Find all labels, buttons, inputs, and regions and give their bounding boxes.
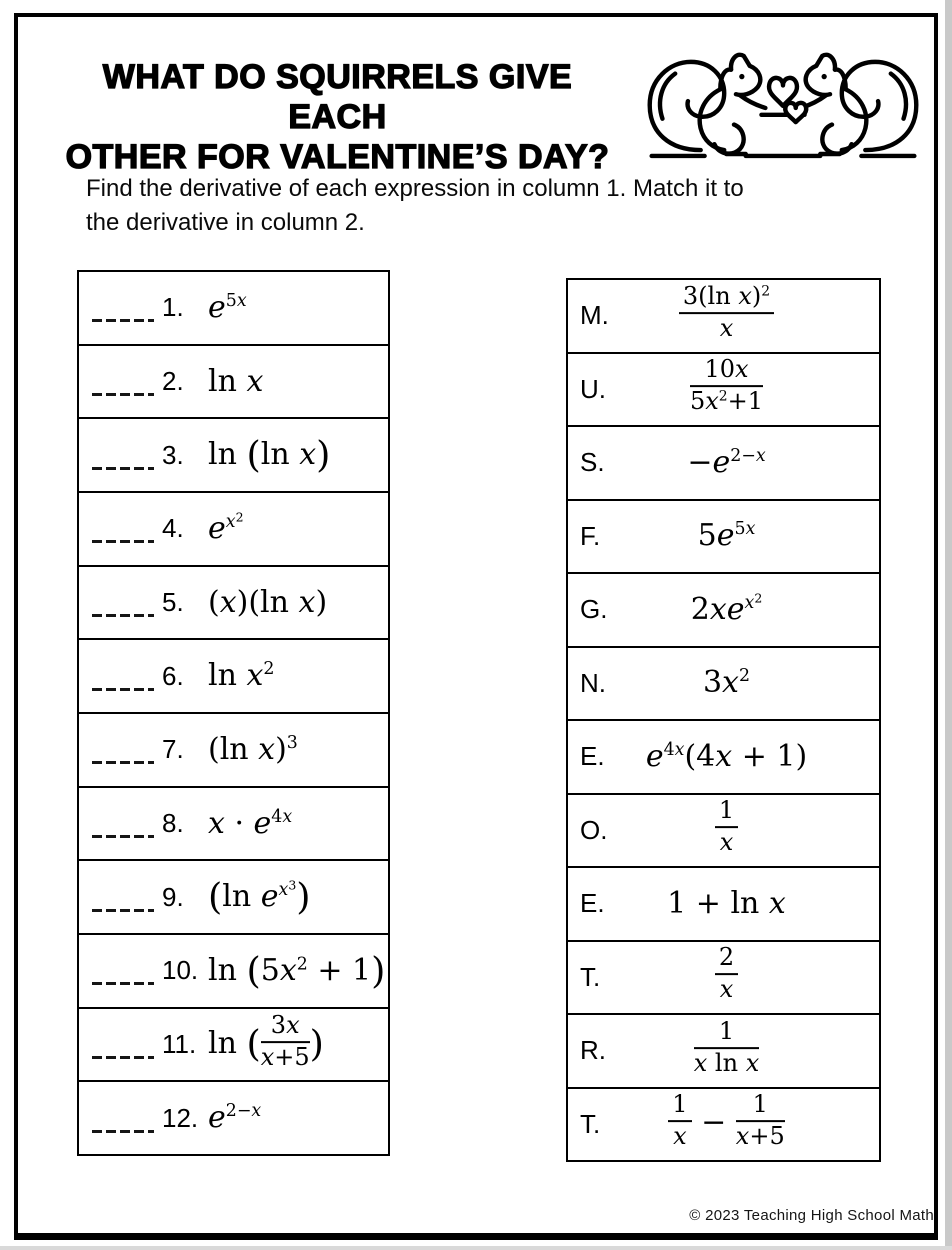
answer-letter: U. <box>580 373 606 404</box>
table-row <box>79 640 388 714</box>
expression: (ln $e^{x^3}$) <box>208 874 311 918</box>
answer-blank[interactable] <box>92 761 154 764</box>
answer-letter: F. <box>580 520 601 551</box>
answer-letter: N. <box>580 667 606 698</box>
answer-blank[interactable] <box>92 835 154 838</box>
answer-blank[interactable] <box>92 909 154 912</box>
page-edge-shade <box>945 0 952 1250</box>
table-row <box>568 1015 879 1089</box>
squirrels-valentine-icon <box>636 46 930 164</box>
table-row <box>568 868 879 942</box>
row-number: 1. <box>162 292 184 323</box>
page-edge-shade <box>0 1246 952 1250</box>
column1-table <box>77 270 390 1156</box>
table-row <box>568 795 879 869</box>
row-number: 8. <box>162 808 184 839</box>
expression: $\ln x^2$ <box>208 658 275 694</box>
row-number: 12. <box>162 1102 199 1133</box>
copyright-notice: © 2023 Teaching High School Math <box>689 1207 934 1224</box>
title-line-2: OTHER FOR VALENTINE’S DAY? <box>65 138 610 177</box>
row-number: 2. <box>162 366 184 396</box>
expression: $\ln (5x^2 + 1)$ <box>208 948 386 992</box>
expression: $3x^2$ <box>702 665 751 701</box>
expression: $-e^{2-x}$ <box>687 444 766 480</box>
row-number: 6. <box>162 660 184 691</box>
answer-blank[interactable] <box>92 393 154 396</box>
column2-table <box>566 278 881 1162</box>
answer-blank[interactable] <box>92 982 154 985</box>
expression: $\frac{3(\ln x)^2}{x}$ <box>622 287 879 345</box>
table-row <box>79 567 388 641</box>
answer-blank[interactable] <box>92 614 154 617</box>
table-row <box>79 1009 388 1083</box>
table-row <box>79 935 388 1009</box>
answer-blank[interactable] <box>92 688 154 691</box>
answer-letter: M. <box>580 300 609 331</box>
page-title <box>50 57 625 177</box>
table-row <box>568 501 879 575</box>
expression: ln ( $\frac{3x}{x+5}$ ) <box>208 1010 324 1071</box>
table-row <box>79 419 388 493</box>
answer-blank[interactable] <box>92 540 154 543</box>
expression: (x)(ln x) <box>208 584 328 620</box>
table-row <box>568 1089 879 1161</box>
expression: ln x <box>208 363 264 399</box>
expression: $e^{x^2}$ <box>208 509 244 546</box>
answer-letter: T. <box>580 961 601 992</box>
answer-letter: T. <box>580 1108 601 1139</box>
table-row <box>79 714 388 788</box>
expression: $e^{5x}$ <box>208 289 247 325</box>
expression: $\frac{10x}{5x^2+1}$ <box>689 355 764 416</box>
instructions-line-2: the derivative in column 2. <box>86 208 365 236</box>
table-row <box>568 942 879 1016</box>
row-number: 9. <box>162 881 184 912</box>
expression: $x \cdot e^{4x}$ <box>208 805 293 841</box>
expression: (ln x)$^3$ <box>208 731 298 767</box>
expression: $e^{2-x}$ <box>208 1100 262 1136</box>
row-number: 4. <box>162 513 184 544</box>
answer-blank[interactable] <box>92 319 154 322</box>
table-row <box>79 493 388 567</box>
table-row <box>568 648 879 722</box>
answer-letter: E. <box>580 741 605 772</box>
row-number: 7. <box>162 734 184 765</box>
table-row <box>79 788 388 862</box>
answer-blank[interactable] <box>92 1056 154 1059</box>
answer-blank[interactable] <box>92 467 154 470</box>
table-row <box>568 721 879 795</box>
expression: $\frac{1}{\text{x ln x}}$ <box>693 1016 760 1077</box>
row-number: 3. <box>162 439 184 470</box>
answer-letter: E. <box>580 888 605 919</box>
table-row <box>79 861 388 935</box>
answer-letter: O. <box>580 814 608 845</box>
expression: $\frac{1}{x}$ − $\frac{1}{x+5}$ <box>622 1095 879 1153</box>
table-row <box>568 354 879 428</box>
answer-letter: G. <box>580 594 608 625</box>
table-row <box>79 1082 388 1154</box>
table-row <box>568 280 879 354</box>
expression: $\frac{2}{x}$ <box>622 948 879 1006</box>
expression: ln (ln x) <box>208 432 331 476</box>
answer-letter: S. <box>580 447 605 478</box>
expression: $\frac{1}{x}$ <box>622 801 879 859</box>
table-row <box>568 574 879 648</box>
row-number: 11. <box>162 1029 197 1060</box>
answer-blank[interactable] <box>92 1130 154 1133</box>
title-line-1: WHAT DO SQUIRRELS GIVE EACH <box>102 58 573 137</box>
table-row <box>79 272 388 346</box>
expression: $5e^{5x}$ <box>697 518 756 554</box>
row-number: 10. <box>162 955 199 986</box>
answer-letter: R. <box>580 1035 606 1066</box>
expression: $e^{4x}(4x + 1)$ <box>645 738 808 774</box>
table-row <box>79 346 388 420</box>
instructions-line-1: Find the derivative of each expression in column 1. Match it to <box>86 175 744 202</box>
row-number: 5. <box>162 587 184 618</box>
table-row <box>568 427 879 501</box>
expression: 1 + ln x <box>667 885 786 921</box>
instructions-text <box>86 172 876 239</box>
expression: $2xe^{x^2}$ <box>690 590 763 627</box>
